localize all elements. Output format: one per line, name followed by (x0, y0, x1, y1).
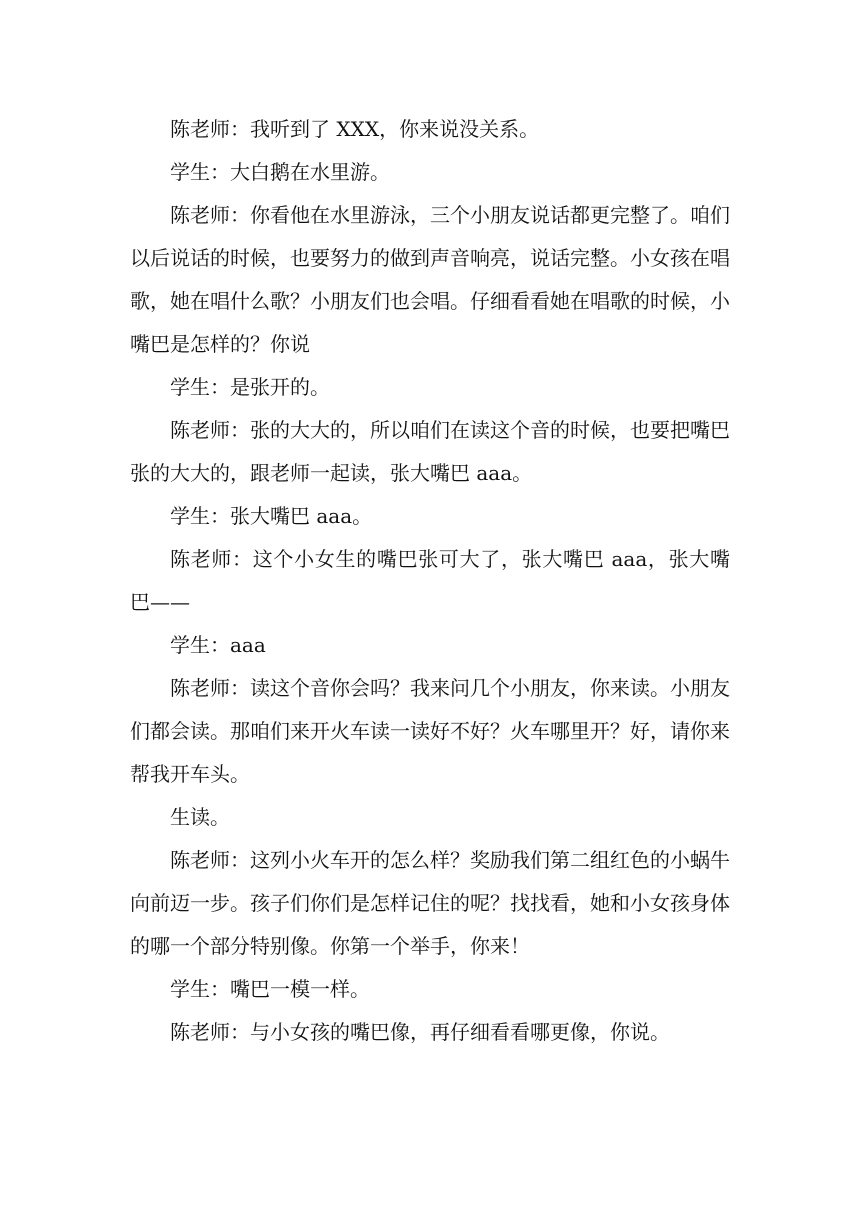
dialogue-paragraph: 学生：aaa (170, 633, 266, 657)
dialogue-paragraph: 生读。 (170, 805, 230, 829)
dialogue-paragraph: 陈老师：这个小女生的嘴巴张可大了，张大嘴巴 aaa，张大嘴巴—— (130, 547, 730, 614)
dialogue-paragraph: 陈老师：读这个音你会吗？我来问几个小朋友，你来读。小朋友们都会读。那咱们来开火车读一读好不好？火车哪里开？好，请你来帮我开车头。 (130, 676, 730, 786)
dialogue-paragraph: 学生：嘴巴一模一样。 (170, 977, 370, 1001)
dialogue-paragraph: 陈老师：这列小火车开的怎么样？奖励我们第二组红色的小蜗牛向前迈一步。孩子们你们是怎样记住的呢？找找看，她和小女孩身体的哪一个部分特别像。你第一个举手，你来！ (130, 848, 730, 958)
document-page (130, 108, 730, 1054)
dialogue-paragraph: 陈老师：与小女孩的嘴巴像，再仔细看看哪更像，你说。 (170, 1020, 670, 1044)
dialogue-paragraph: 陈老师：我听到了 XXX，你来说没关系。 (170, 117, 540, 141)
dialogue-paragraph: 陈老师：张的大大的，所以咱们在读这个音的时候，也要把嘴巴张的大大的，跟老师一起读，张大嘴巴 aaa。 (130, 418, 730, 485)
dialogue-paragraph: 陈老师：你看他在水里游泳，三个小朋友说话都更完整了。咱们以后说话的时候，也要努力的做到声音响亮，说话完整。小女孩在唱歌，她在唱什么歌？小朋友们也会唱。仔细看看她在唱歌的时候，小嘴巴是怎样的？你说 (130, 203, 730, 356)
dialogue-paragraph: 学生：张大嘴巴 aaa。 (170, 504, 373, 528)
dialogue-paragraph: 学生：大白鹅在水里游。 (170, 160, 390, 184)
dialogue-paragraph: 学生：是张开的。 (170, 375, 330, 399)
